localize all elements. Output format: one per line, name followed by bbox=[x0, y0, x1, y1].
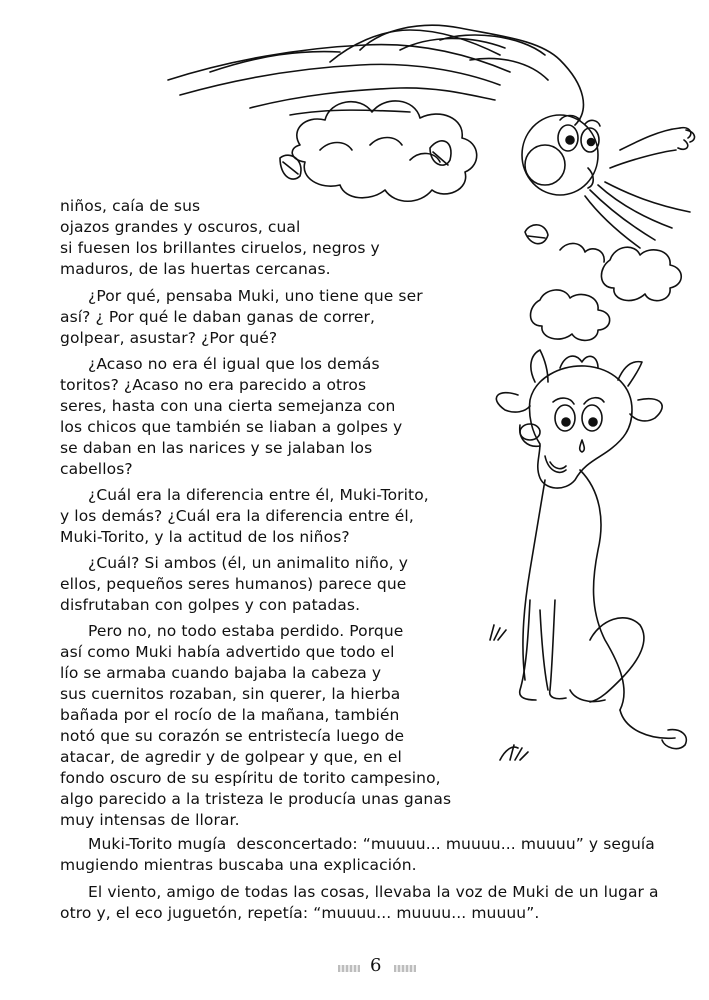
story-line: los chicos que también se liaban a golpes y bbox=[60, 418, 403, 436]
story-line: se daban en las narices y se jalaban los bbox=[60, 439, 373, 457]
story-line: muy intensas de llorar. bbox=[60, 811, 240, 829]
ornament-bar bbox=[338, 965, 360, 972]
story-line: El viento, amigo de todas las cosas, llevaba la voz de Muki de un lugar a bbox=[88, 883, 659, 901]
story-line: algo parecido a la tristeza le producía unas ganas bbox=[60, 790, 452, 808]
story-line: cabellos? bbox=[60, 460, 133, 478]
story-line: lío se armaba cuando bajaba la cabeza y bbox=[60, 664, 382, 682]
story-line: Muki-Torito, y la actitud de los niños? bbox=[60, 528, 350, 546]
story-line: ¿Acaso no era él igual que los demás bbox=[88, 355, 380, 373]
story-line: ¿Cuál? Si ambos (él, un animalito niño, y bbox=[88, 554, 409, 572]
story-line: notó que su corazón se entristecía luego de bbox=[60, 727, 405, 745]
story-line: sus cuernitos rozaban, sin querer, la hierba bbox=[60, 685, 401, 703]
story-line: así? ¿ Por qué le daban ganas de correr, bbox=[60, 308, 376, 326]
story-line: atacar, de agredir y de golpear y que, en el bbox=[60, 748, 402, 766]
story-line: si fuesen los brillantes ciruelos, negros y bbox=[60, 239, 380, 257]
story-line: golpear, asustar? ¿Por qué? bbox=[60, 329, 278, 347]
story-line: y los demás? ¿Cuál era la diferencia entre él, bbox=[60, 507, 414, 525]
ornament-bar bbox=[394, 965, 416, 972]
story-line: maduros, de las huertas cercanas. bbox=[60, 260, 331, 278]
story-line: bañada por el rocío de la mañana, también bbox=[60, 706, 400, 724]
story-line: seres, hasta con una cierta semejanza con bbox=[60, 397, 396, 415]
story-line: otro y, el eco juguetón, repetía: “muuuu... muuuu... muuuu”. bbox=[60, 904, 540, 922]
story-line: ojazos grandes y oscuros, cual bbox=[60, 218, 301, 236]
story-line: toritos? ¿Acaso no era parecido a otros bbox=[60, 376, 367, 394]
story-line: ¿Cuál era la diferencia entre él, Muki-Torito, bbox=[88, 486, 429, 504]
story-line: fondo oscuro de su espíritu de torito campesino, bbox=[60, 769, 441, 787]
story-line: mugiendo mientras buscaba una explicación. bbox=[60, 856, 417, 874]
story-line: ¿Por qué, pensaba Muki, uno tiene que ser bbox=[88, 287, 423, 305]
story-line: ellos, pequeños seres humanos) parece que bbox=[60, 575, 407, 593]
story-line: Pero no, no todo estaba perdido. Porque bbox=[88, 622, 404, 640]
story-line: Muki-Torito mugía desconcertado: “muuuu... muuuu... muuuu” y seguía bbox=[88, 835, 655, 853]
story-line: así como Muki había advertido que todo el bbox=[60, 643, 395, 661]
story-line: disfrutaban con golpes y con patadas. bbox=[60, 596, 361, 614]
page-number-footer bbox=[330, 955, 440, 985]
page-number: 6 bbox=[370, 955, 382, 976]
story-line: niños, caía de sus bbox=[60, 197, 201, 215]
